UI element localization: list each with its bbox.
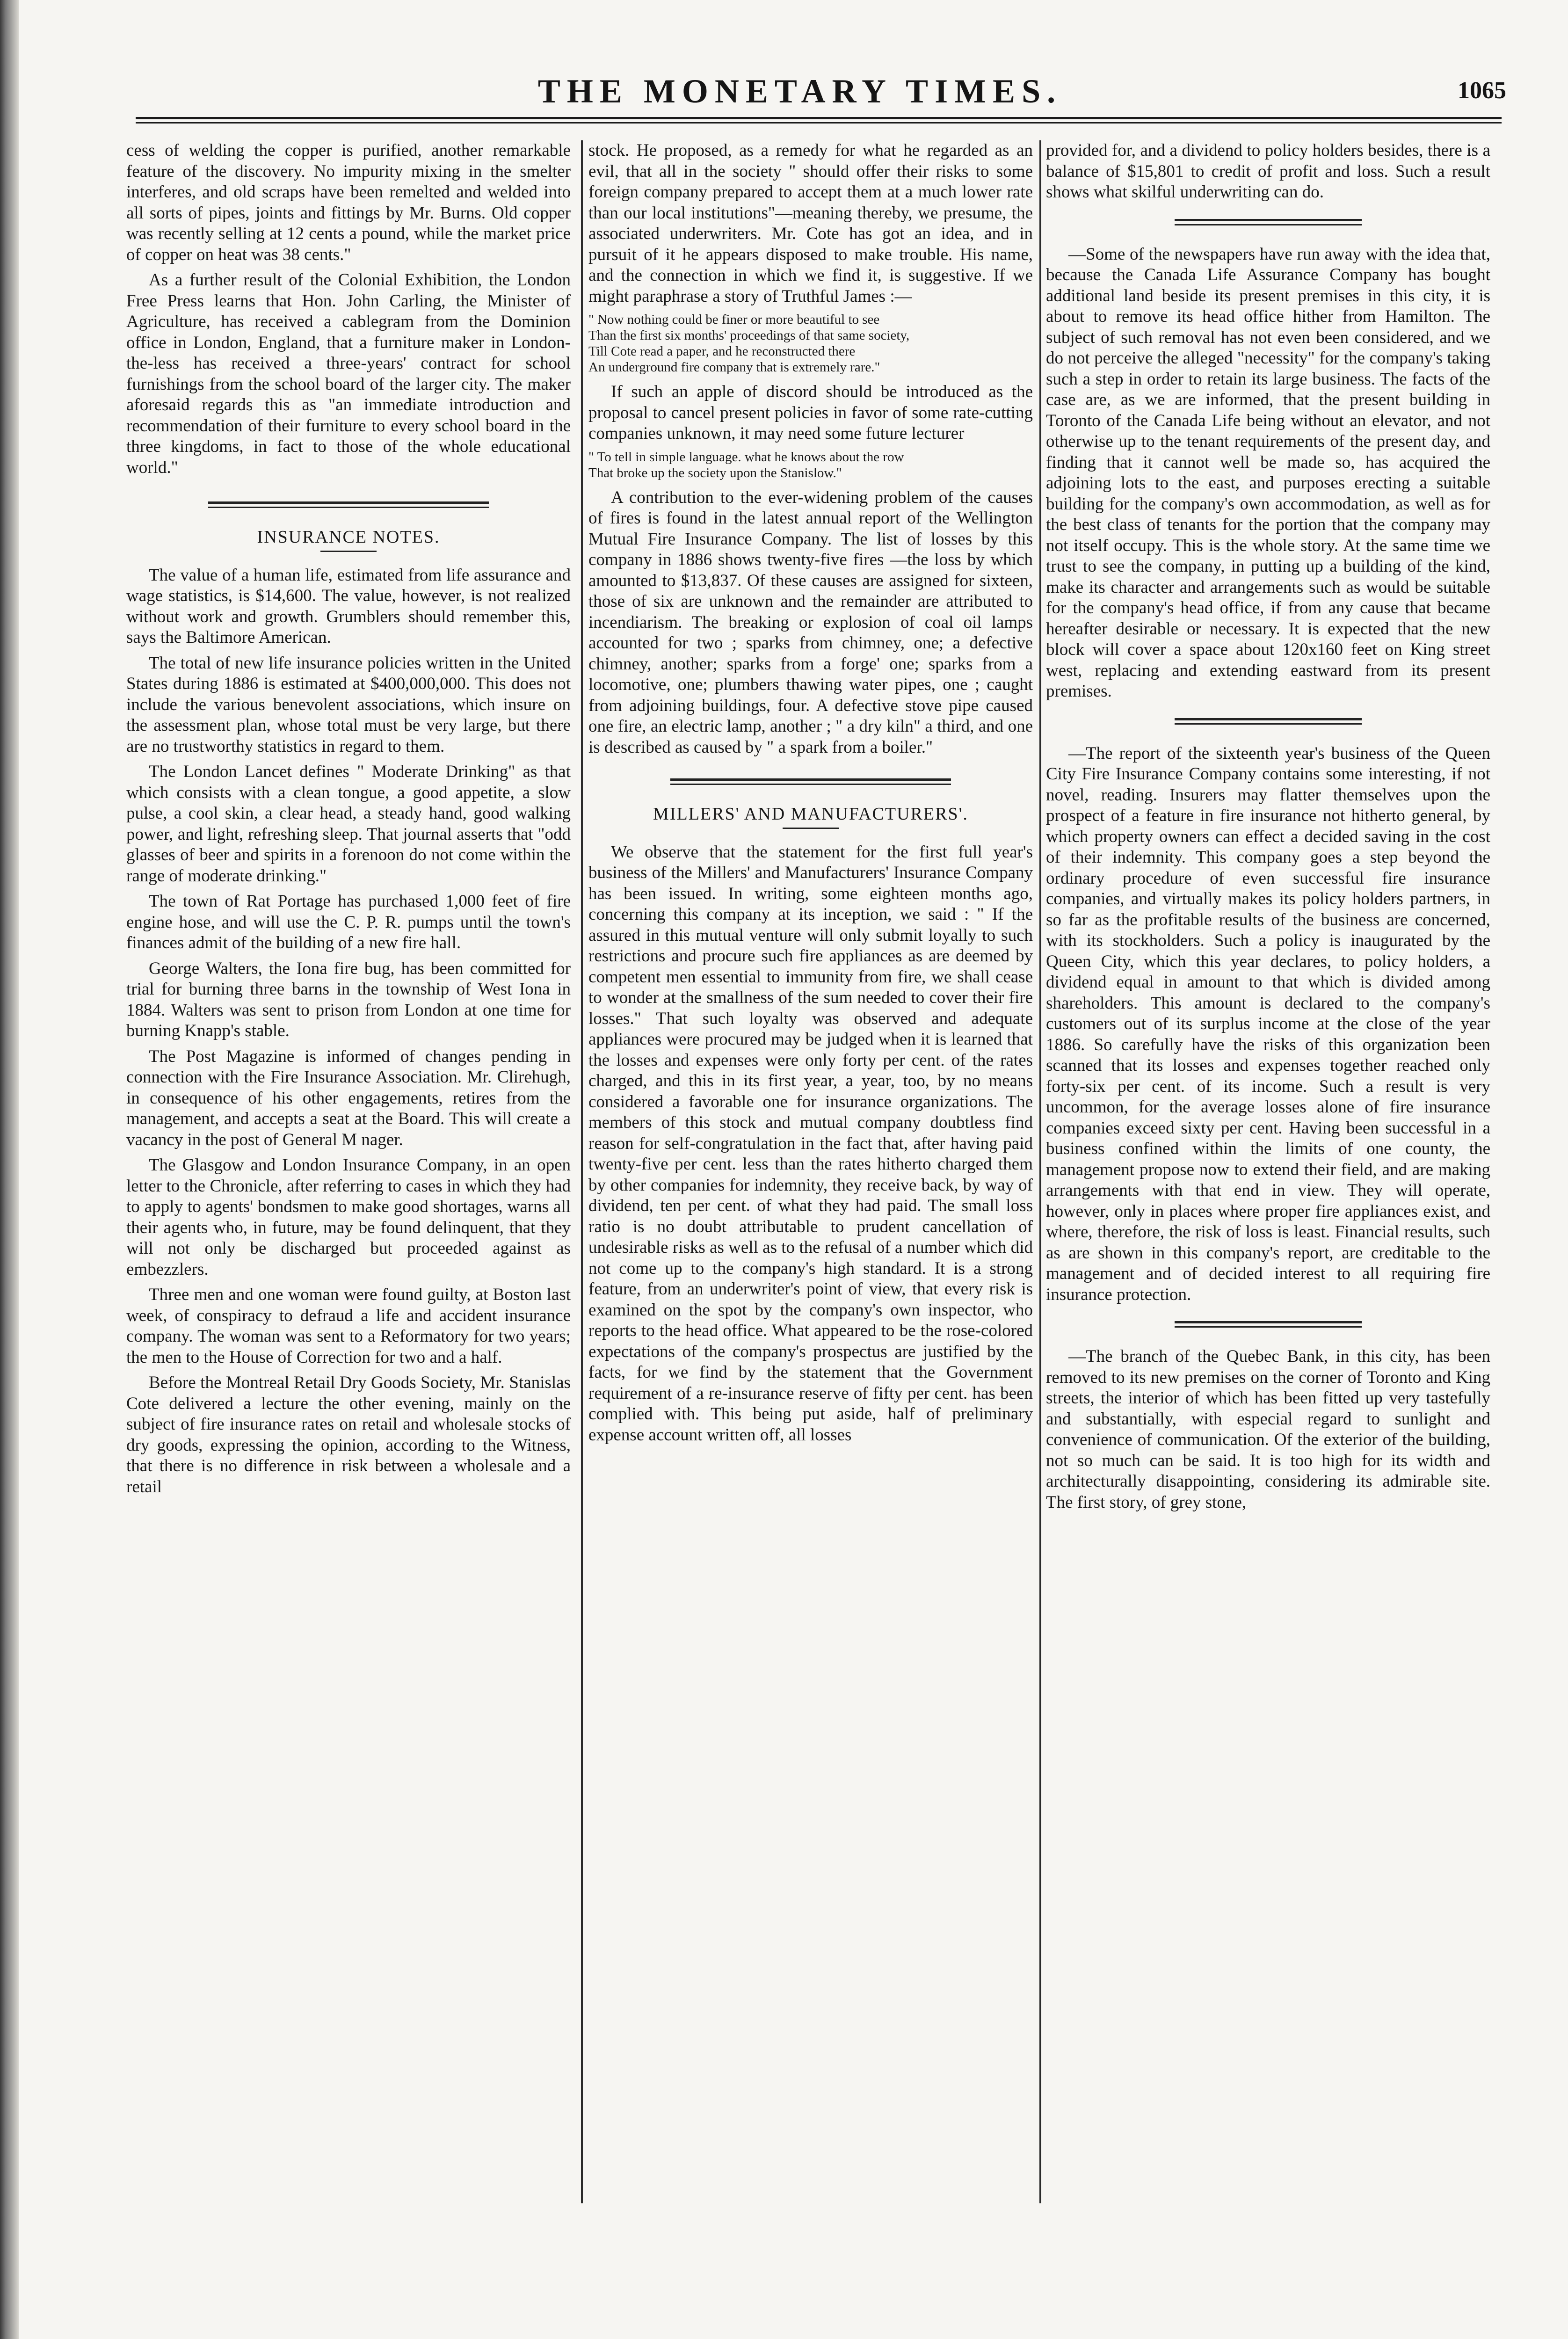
- column-2: [588, 140, 1033, 1450]
- masthead-rule: [136, 117, 1502, 123]
- article-paragraph: George Walters, the Iona fire bug, has been committed for trial for burning three barns in the township of West Iona in 1884. Walters was sent to prison from London at one time for burning Knapp's stable.: [126, 959, 571, 1040]
- article-paragraph: —The report of the sixteenth year's business of the Queen City Fire Insurance Company contains some interesting, if not novel, reading. Insurers may flatter themselves upon the prospect of a feature in fire insurance not hitherto general, by which property owners can effect a decided saving in the cost of their indemnity. This company goes a step beyond the ordinary procedure of even successful fire insurance companies, and virtually makes its policy holders partners, in so far as the profitable results of the business are concerned, with its stockholders. Such a policy is inaugurated by the Queen City, which this year declares, to policy holders, a dividend equal in amount to that which is divided among shareholders. This amount is declared to the company's customers out of its surplus income at the close of the year 1886. So carefully have the risks of this organization been scanned that its losses and expenses together reached only forty-six per cent. of its income. Such a result is very uncommon, for the average losses alone of fire insurance companies exceed sixty per cent. Having been successful in a business confined within the limits of one county, the management propose now to extend their field, and are making arrangements with that end in view. They will operate, however, only in places where proper fire appliances exist, and where, therefore, the risk of loss is least. Financial results, such as are shown in this company's report, are creditable to the management and of decided interest to all requiring fire insurance protection.: [1046, 743, 1490, 1304]
- section-rule: [1175, 718, 1362, 725]
- article-paragraph: —The branch of the Quebec Bank, in this city, has been removed to its new premises on the corner of Toronto and King streets, the interior of which has been fitted up very tastefully and substantially, with especial regard to sunlight and convenience of communication. Of the exterior of the building, not so much can be said. It is too high for its width and architecturally disappointing, considering its admirable site. The first story, of grey stone,: [1046, 1347, 1490, 1512]
- article-paragraph: Three men and one woman were found guilty, at Boston last week, of conspiracy to defraud a life and accident insurance company. The woman was sent to a Reformatory for two years; the men to the House of Correction for two and a half.: [126, 1285, 571, 1367]
- verse-quote-2: [588, 449, 1033, 481]
- article-paragraph: The total of new life insurance policies written in the United States during 1886 is estimated at $400,000,000. This does not include the various benevolent associations, which insure on the assessment plan, whose total must be very large, but there are no trustworthy statistics in regard to them.: [126, 653, 571, 756]
- column-divider-1: [581, 140, 583, 2203]
- article-paragraph: The town of Rat Portage has purchased 1,000 feet of fire engine hose, and will use the C. P. R. pumps until the town's finances admit of the building of a new fire hall.: [126, 892, 571, 952]
- masthead: [94, 70, 1506, 112]
- heading-rule: [783, 828, 839, 829]
- verse-quote-1: [588, 312, 1033, 375]
- article-paragraph: We observe that the statement for the first full year's business of the Millers' and Manufacturers' Insurance Company has been issued. In writing, some eighteen months ago, concerning this company at its inception, we said : " If the assured in this mutual venture will only submit loyally to such restrictions and procure such fire appliances as are deemed by competent men essential to immunity from fire, we shall cease to wonder at the smallness of the sum needed to cover their fire losses." That such loyalty was observed and adequate appliances were procured may be judged when it is learned that the losses and expenses were only forty per cent. of the rates charged, and this in its first year, a year, too, by no means considered a favorable one for insurance organizations. The members of this stock and mutual company doubtless find reason for self-congratulation in the fact that, after having paid twenty-five per cent. less than the rates hitherto charged them by other companies for indemnity, they receive back, by way of dividend, ten per cent. of what they had paid. The small loss ratio is no doubt attributable to prudent cancellation of undesirable risks as well as to the refusal of a number which did not come up to the company's high standard. It is a strong feature, from an underwriter's point of view, that every risk is examined on the spot by the company's own inspector, who reports to the head office. What appeared to be the rose-colored expectations of the company's prospectus are justified by the facts, for we find by the statement that the Government requirement of a re-insurance reserve of fifty per cent. has been complied with. This being put aside, half of preliminary expense account written off, all losses: [588, 842, 1033, 1445]
- verse-line: " To tell in simple language. what he knows about the row: [588, 449, 904, 465]
- column-divider-2: [1039, 140, 1041, 2203]
- section-rule: [670, 778, 951, 785]
- section-heading-millers-manufacturers: MILLERS' AND MANUFACTURERS'.: [653, 804, 968, 824]
- verse-line: Till Cote read a paper, and he reconstructed there: [588, 344, 856, 359]
- verse-line: An underground fire company that is extremely rare.": [588, 360, 880, 375]
- article-paragraph: —Some of the newspapers have run away with the idea that, because the Canada Life Assurance Company has bought additional land beside its present premises in this city, it is about to remove its head office hither from Hamilton. The subject of such removal has not even been considered, and we do not perceive the alleged "necessity" for the company's taking such a step in order to retain its large business. The facts of the case are, as we are informed, that the present building in Toronto of the Canada Life being without an elevator, and not otherwise up to the tenant requirements of the present day, and finding that it cannot well be made so, has acquired the adjoining lots to the east, and purposes erecting a suitable building for the company's own accommodation, as well as for the best class of tenants for the portion that the company may not itself occupy. This is the whole story. At the same time we trust to see the company, in putting up a building of the kind, make its character and arrangements such as would be suitable for the company's head office, if from any cause that became hereafter desirable or necessary. It is expected that the new block will cover a space about 120x160 feet on King street west, replacing and extending eastward from its present premises.: [1046, 244, 1490, 701]
- article-paragraph: Before the Montreal Retail Dry Goods Society, Mr. Stanislas Cote delivered a lecture the other evening, mainly on the subject of fire insurance rates on retail and wholesale stocks of dry goods, expressing the opinion, according to the Witness, that there is no difference in risk between a wholesale and a retail: [126, 1373, 571, 1496]
- article-paragraph: The Post Magazine is informed of changes pending in connection with the Fire Insurance Association. Mr. Clirehugh, in consequence of his other engagements, retires from the management, and accepts a seat at the Board. This will create a vacancy in the post of General M nager.: [126, 1046, 571, 1149]
- page-binding-edge: [0, 0, 19, 2339]
- section-rule: [1175, 1321, 1362, 1328]
- article-paragraph: A contribution to the ever-widening problem of the causes of fires is found in the latest annual report of the Wellington Mutual Fire Insurance Company. The list of losses by this company in 1886 shows twenty-five fires —the loss by which amounted to $13,837. Of these causes are assigned for sixteen, those of six are unknown and the remainder are attributed to incendiarism. The breaking or explosion of coal oil lamps accounted for two ; sparks from chimney, one; a defective chimney, another; sparks from a forge' one; sparks from a locomotive, one; plumbers thawing water pipes, one ; caught from adjoining buildings, four. A defective stove pipe caused one fire, an electric lamp, another ; " a dry kiln" a third, and one is described as caused by " a spark from a boiler.": [588, 487, 1033, 757]
- publication-title: THE MONETARY TIMES.: [537, 73, 1062, 110]
- article-paragraph: provided for, and a dividend to policy holders besides, there is a balance of $15,801 to credit of profit and loss. Such a result shows what skilful underwriting can do.: [1046, 141, 1490, 202]
- section-heading-insurance-notes: INSURANCE NOTES.: [257, 527, 440, 547]
- article-paragraph: The London Lancet defines " Moderate Drinking" as that which consists with a clean tongue, a good appetite, a slow pulse, a cool skin, a clear head, a steady hand, good walking power, and light, refreshing sleep. That journal asserts that "odd glasses of beer and spirits in a forenoon do not come within the range of moderate drinking.": [126, 762, 571, 886]
- article-paragraph: The Glasgow and London Insurance Company, in an open letter to the Chronicle, after referring to cases in which they had to apply to agents' bondsmen to make good shortages, warns all their agents who, in future, may be found delinquent, that they will not only be discharged but proceeded against as embezzlers.: [126, 1155, 571, 1279]
- article-paragraph: stock. He proposed, as a remedy for what he regarded as an evil, that all in the society " should offer their risks to some foreign company prepared to accept them at a much lower rate than our local institutions"—meaning thereby, we presume, the associated underwriters. Mr. Cote has got an idea, and in pursuit of it he appears disposed to make trouble. His name, and the connection in which we find it, is suggestive. If we might paraphrase a story of Truthful James :—: [588, 141, 1033, 306]
- column-3: [1046, 140, 1490, 1518]
- article-paragraph: The value of a human life, estimated from life assurance and wage statistics, is $14,600. The value, however, is not realized without work and growth. Grumblers should remember this, says the Baltimore American.: [126, 565, 571, 647]
- article-paragraph: If such an apple of discord should be introduced as the proposal to cancel present policies in favor of some rate-cutting companies unknown, it may need some future lecturer: [588, 382, 1033, 443]
- section-rule: [1175, 219, 1362, 225]
- section-rule: [208, 501, 489, 508]
- article-paragraph: cess of welding the copper is purified, another remarkable feature of the discovery. No impurity mixing in the smelter interferes, and old scraps have been remelted and welded into all sorts of pipes, joints and fittings by Mr. Burns. Old copper was recently selling at 12 cents a pound, while the market price of copper on heat was 38 cents.": [126, 141, 571, 264]
- verse-line: " Now nothing could be finer or more beautiful to see: [588, 312, 880, 327]
- page-number: 1065: [1458, 77, 1506, 104]
- column-1: [126, 140, 571, 1502]
- verse-line: That broke up the society upon the Stanislow.": [588, 465, 842, 480]
- heading-rule: [320, 551, 377, 552]
- verse-line: Than the first six months' proceedings of that same society,: [588, 328, 910, 343]
- article-paragraph: As a further result of the Colonial Exhibition, the London Free Press learns that Hon. John Carling, the Minister of Agriculture, has received a cablegram from the Dominion office in London, England, that a furniture maker in London-the-less has received a three-years' contract for school furnishings from the school board of the larger city. The maker aforesaid regards this as "an immediate introduction and recommendation of their furniture to every school board in the three kingdoms, in fact to those of the whole educational world.": [126, 270, 571, 477]
